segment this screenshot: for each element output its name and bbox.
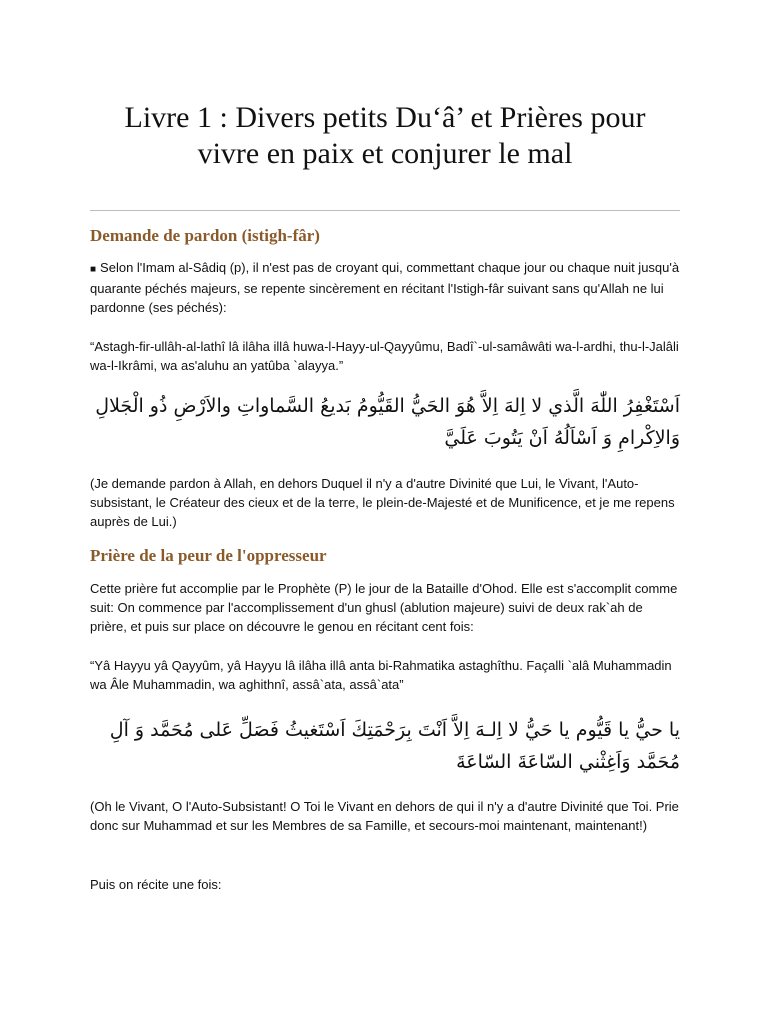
- oppressor-intro: Cette prière fut accomplie par le Prophète (P) le jour de la Bataille d'Ohod. Elle est s'accomplit comme suit: On commence par l'accomplissement d'un ghusl (ablution majeure) suivi de deux rak`ah de prière, et puis sur place on découvre le genou en récitant cent fois:: [90, 581, 678, 634]
- section-heading-oppressor: Prière de la peur de l'oppresseur: [90, 546, 327, 565]
- pardon-translation: (Je demande pardon à Allah, en dehors Duquel il n'y a d'autre Divinité que Lui, le Vivant, l'Auto-subsistant, le Créateur des cieux et de la terre, le plein-de-Majesté et de Munificence, et je me repens auprès de Lui.): [90, 476, 675, 529]
- pardon-arabic: اَسْتَغْفِرُ اللّٰهَ الَّذي لا اِلهَ اِلاَّ هُوَ الحَيُّ القَيُّومُ بَديعُ السَّماواتِ والاَرْضِ ذُو الْجَلالِ وَالاِكْرامِ وَ اَسْاَلُهُ اَنْ يَتُوبَ عَلَيَّ: [95, 395, 680, 449]
- page-title: Livre 1 : Divers petits Du‘â’ et Prières pour vivre en paix et conjurer le mal: [124, 101, 646, 170]
- pardon-intro-text: Selon l'Imam al-Sâdiq (p), il n'est pas de croyant qui, commettant chaque jour ou chaque nuit jusqu'à quarante péchés majeurs, se repente sincèrement en récitant l'Istigh-fâr suivant sans qu'Allah ne lui pardonne (ses péchés):: [90, 260, 680, 315]
- title-divider: [90, 210, 680, 211]
- oppressor-translation: (Oh le Vivant, O l'Auto-Subsistant! O Toi le Vivant en dehors de qui il n'y a d'autre Divinité que Toi. Prie donc sur Muhammad et sur les Membres de sa Famille, et secours-moi maintenant, maintenant!): [90, 799, 679, 833]
- bullet-icon: ■: [90, 264, 97, 275]
- oppressor-transliteration: “Yâ Hayyu yâ Qayyûm, yâ Hayyu lâ ilâha illâ anta bi-Rahmatika astaghîthu. Façalli `alâ Muhammadin wa Âle Muhammadin, wa aghithnî, assâ`ata, assâ`ata”: [90, 658, 672, 692]
- pardon-intro: [90, 258, 680, 317]
- section-heading-pardon: Demande de pardon (istigh-fâr): [90, 226, 320, 245]
- oppressor-outro: Puis on récite une fois:: [90, 877, 222, 892]
- oppressor-arabic: يا حيُّ يا قَيُّوم يا حَيُّ لا اِلـهَ اِلاَّ اَنْتَ بِرَحْمَتِكَ اَسْتَغيثُ فَصَلِّ عَلى مُحَمَّد وَ آلِ مُحَمَّد وَاَغِثْني السّاعَةَ السّاعَةَ: [109, 719, 680, 773]
- pardon-transliteration: “Astagh-fir-ullâh-al-lathî lâ ilâha illâ huwa-l-Hayy-ul-Qayyûmu, Badî`-ul-samâwâti wa-l-ardhi, thu-l-Jalâli wa-l-Ikrâmi, wa as'aluhu an yatûba `alayya.”: [90, 339, 679, 373]
